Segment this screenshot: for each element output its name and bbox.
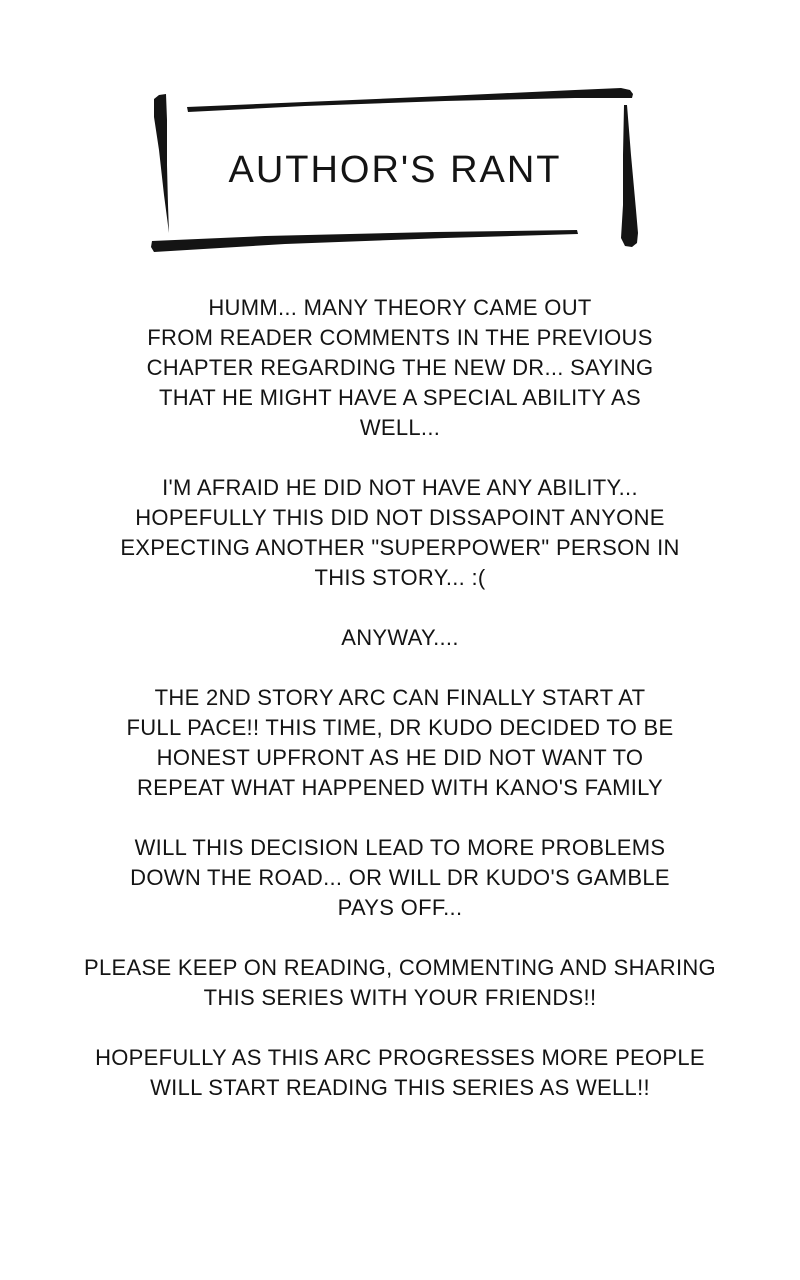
text-line: REPEAT WHAT HAPPENED WITH KANO'S FAMILY bbox=[136, 775, 664, 800]
page-title: AUTHOR'S RANT bbox=[228, 149, 562, 191]
text-line: HOPEFULLY AS THIS ARC PROGRESSES MORE PEOPLE bbox=[95, 1045, 705, 1070]
paragraph-2 bbox=[0, 473, 800, 593]
text-line: FULL PACE!! THIS TIME, DR KUDO DECIDED TO BE bbox=[126, 715, 674, 740]
text-line: FROM READER COMMENTS IN THE PREVIOUS bbox=[147, 325, 653, 350]
text-line: CHAPTER REGARDING THE NEW DR... SAYING bbox=[146, 355, 654, 380]
text-line: THE 2ND STORY ARC CAN FINALLY START AT bbox=[154, 685, 646, 710]
text-line: WILL START READING THIS SERIES AS WELL!! bbox=[150, 1075, 650, 1100]
paragraph-5 bbox=[0, 833, 800, 923]
title-box bbox=[145, 85, 645, 255]
text-line: HUMM... MANY THEORY CAME OUT bbox=[208, 295, 592, 320]
paragraph-1 bbox=[0, 293, 800, 443]
paragraph-7 bbox=[0, 1043, 800, 1103]
text-line: PAYS OFF... bbox=[337, 895, 463, 920]
text-line: THIS STORY... :( bbox=[314, 565, 486, 590]
paragraph-3 bbox=[0, 623, 800, 653]
text-line: THIS SERIES WITH YOUR FRIENDS!! bbox=[203, 985, 597, 1010]
text-line: ANYWAY.... bbox=[341, 625, 459, 650]
text-line: THAT HE MIGHT HAVE A SPECIAL ABILITY AS bbox=[158, 385, 641, 410]
text-line: HOPEFULLY THIS DID NOT DISSAPOINT ANYONE bbox=[135, 505, 665, 530]
text-line: WILL THIS DECISION LEAD TO MORE PROBLEMS bbox=[134, 835, 666, 860]
text-line: I'M AFRAID HE DID NOT HAVE ANY ABILITY... bbox=[162, 475, 638, 500]
text-line: DOWN THE ROAD... OR WILL DR KUDO'S GAMBLE bbox=[130, 865, 670, 890]
frame-top-stroke bbox=[187, 88, 633, 112]
frame-bottom-stroke bbox=[151, 230, 578, 252]
paragraph-4 bbox=[0, 683, 800, 803]
text-line: HONEST UPFRONT AS HE DID NOT WANT TO bbox=[156, 745, 644, 770]
text-line: WELL... bbox=[359, 415, 441, 440]
text-line: PLEASE KEEP ON READING, COMMENTING AND SHARING bbox=[84, 955, 716, 980]
paragraph-6 bbox=[0, 953, 800, 1013]
rant-text bbox=[0, 293, 800, 1133]
text-line: EXPECTING ANOTHER "SUPERPOWER" PERSON IN bbox=[120, 535, 680, 560]
